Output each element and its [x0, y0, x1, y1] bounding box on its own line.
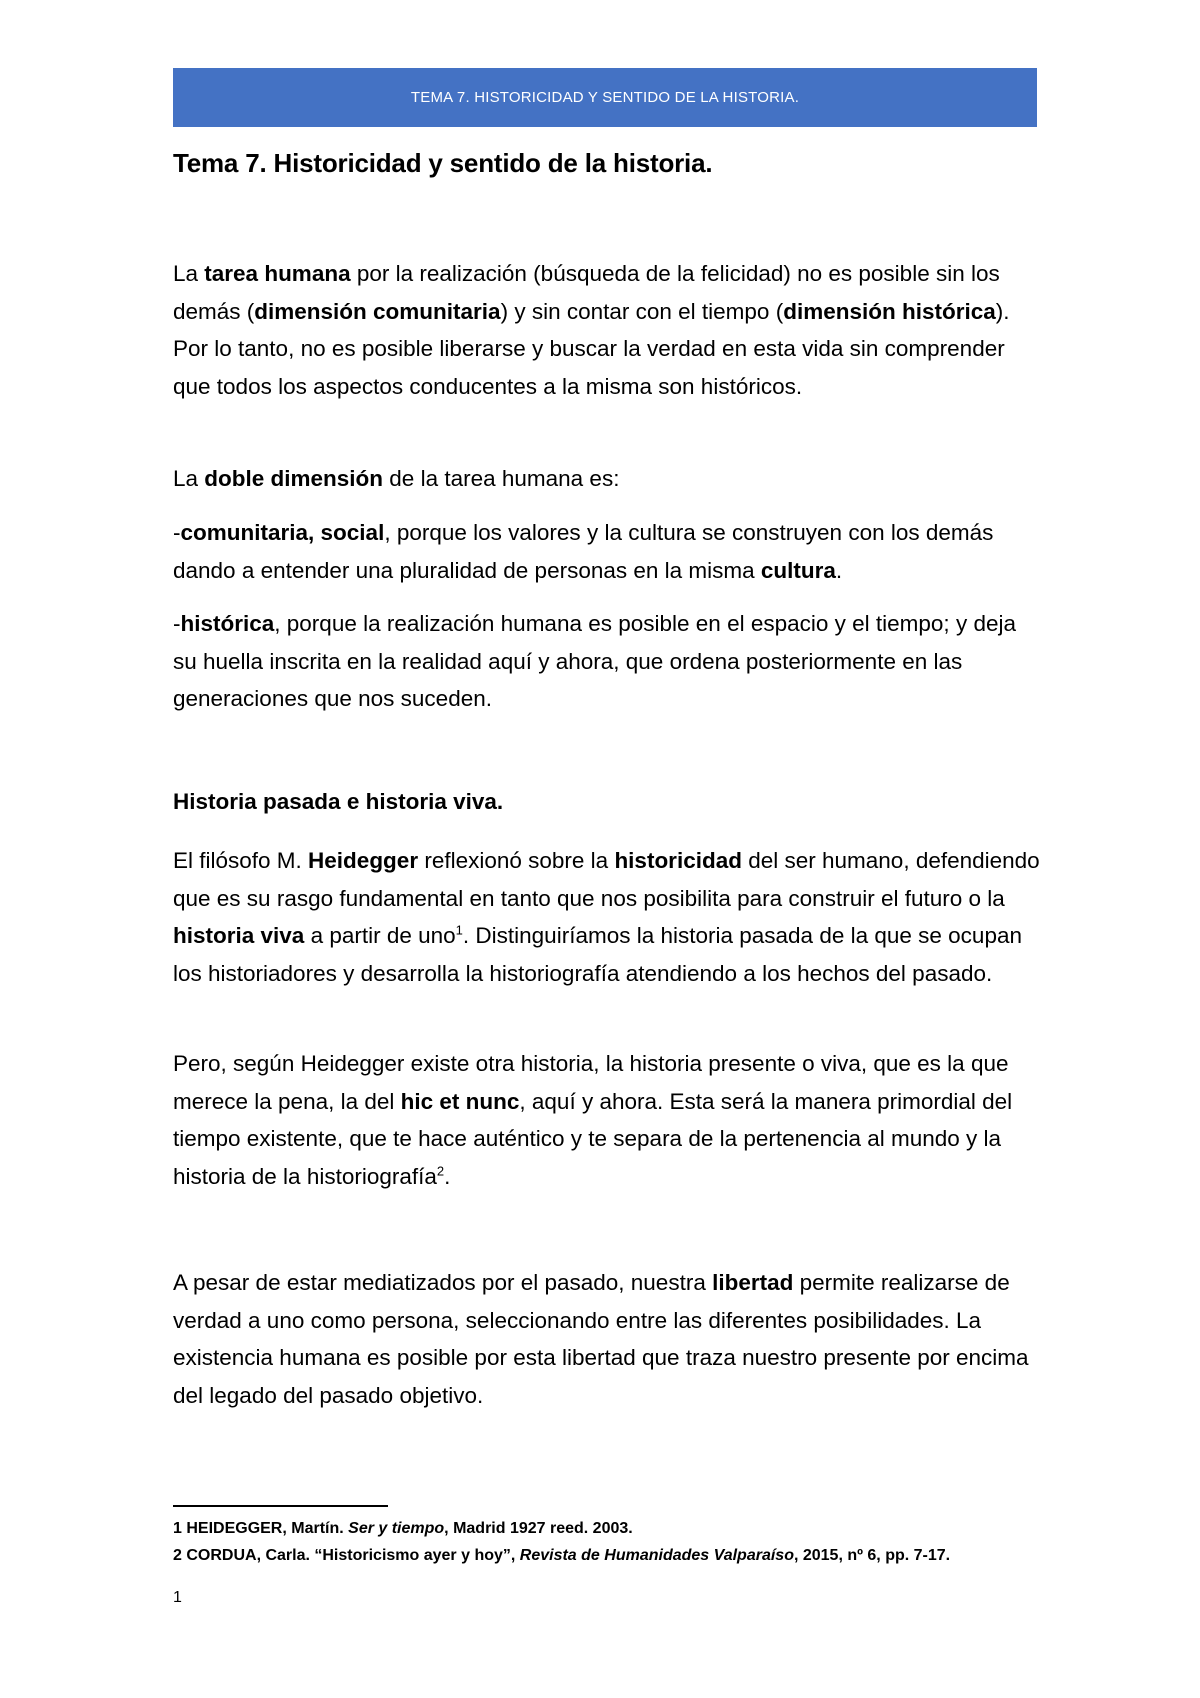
paragraph-heidegger: El filósofo M. Heidegger reflexionó sobre la historicidad del ser humano, defendiendo que es su rasgo fundamental en tanto que nos posibilita para construir el futuro o la historia viva a partir de uno$^1$. Distinguiríamos la historia pasada de la que se ocupan los historiadores y desarrolla la historiografía atendiendo a los hechos del pasado. — [173, 848, 1040, 986]
footnotes — [173, 1515, 950, 1569]
paragraph-double-dimension: La doble dimensión de la tarea humana es: — [173, 466, 620, 491]
paragraph-living-history: Pero, según Heidegger existe otra historia, la historia presente o viva, que es la que merece la pena, la del hic et nunc, aquí y ahora. Esta será la manera primordial del tiempo existente, que te hace auténtico y te separa de la pertenencia al mundo y la historia de la historiografía$^2$. — [173, 1051, 1013, 1189]
footnote-2: 2 CORDUA, Carla. “Historicismo ayer y hoy”, Revista de Humanidades Valparaíso, 2015, nº 6, pp. 7-17. — [173, 1547, 951, 1564]
running-header — [173, 68, 1037, 127]
footnote-ref-2: 2 — [436, 1163, 445, 1178]
paragraph-community: -comunitaria, social, porque los valores y la cultura se construyen con los demás dando a entender una pluralidad de personas en la misma cultura. — [173, 520, 994, 583]
paragraph-freedom: A pesar de estar mediatizados por el pasado, nuestra libertad permite realizarse de verdad a uno como persona, seleccionando entre las diferentes posibilidades. La existencia humana es posible por esta libertad que traza nuestro presente por encima del legado del pasado objetivo. — [173, 1270, 1029, 1408]
footnote-1: 1 HEIDEGGER, Martín. Ser y tiempo, Madrid 1927 reed. 2003. — [173, 1520, 633, 1537]
page-title: Tema 7. Historicidad y sentido de la historia. — [173, 148, 713, 178]
paragraph-historical: -histórica, porque la realización humana es posible en el espacio y el tiempo; y deja su huella inscrita en la realidad aquí y ahora, que ordena posteriormente en las generaciones que nos suceden. — [173, 611, 1016, 711]
running-header-text: TEMA 7. HISTORICIDAD Y SENTIDO DE LA HISTORIA. — [410, 89, 800, 106]
footnote-ref-1: 1 — [455, 922, 463, 938]
section-subtitle: Historia pasada e historia viva. — [173, 789, 504, 814]
page-number: 1 — [173, 1589, 182, 1606]
footnote-separator — [173, 1505, 388, 1507]
paragraph-intro: La tarea humana por la realización (búsqueda de la felicidad) no es posible sin los demás (dimensión comunitaria) y sin contar con el tiempo (dimensión histórica). Por lo tanto, no es posible liberarse y buscar la verdad en esta vida sin comprender que todos los aspectos conducentes a la misma son históricos. — [173, 261, 1010, 399]
